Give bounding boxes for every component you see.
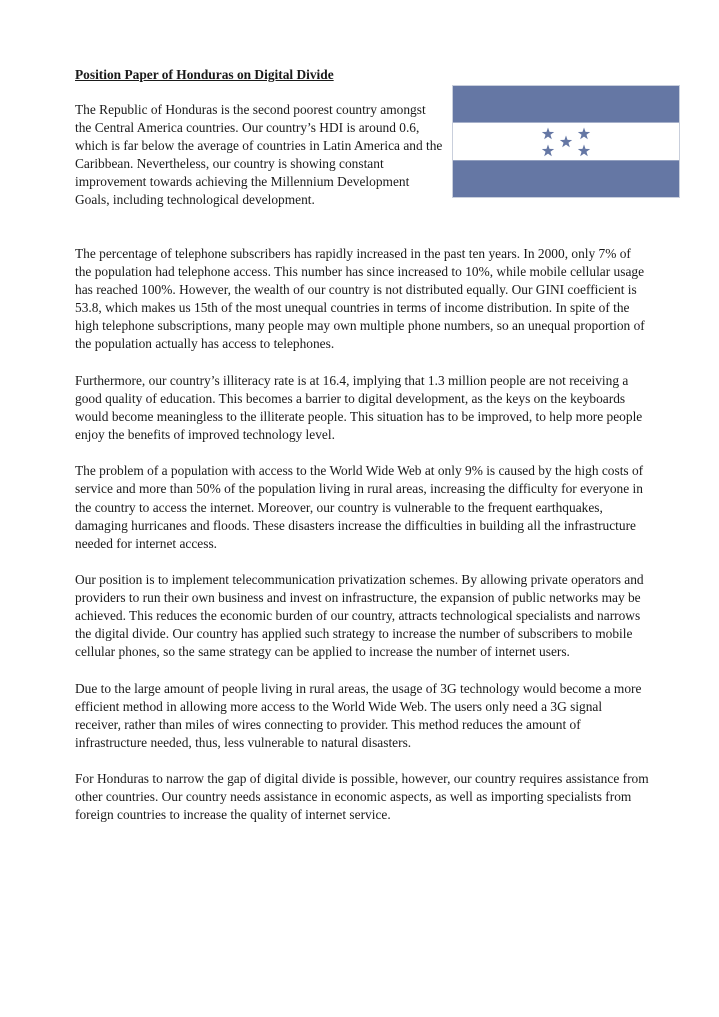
- document-title: Position Paper of Honduras on Digital Divide: [75, 67, 334, 82]
- intro-paragraph: The Republic of Honduras is the second poorest country amongst the Central America countries. Our country’s HDI is around 0.6, which is far below the average of countries in Latin America and the Caribbean. Nevertheless, our country is showing constant improvement towards achieving the Millennium Development Goals, including technological development.: [75, 102, 443, 208]
- flag-bottom-stripe: [452, 160, 680, 198]
- paragraph-conclusion: For Honduras to narrow the gap of digital divide is possible, however, our country requires assistance from other countries. Our country needs assistance in economic aspects, as well as importing specialists from foreign countries to increase the quality of internet service.: [75, 771, 649, 823]
- paragraph-position: Our position is to implement telecommunication privatization schemes. By allowing private operators and providers to run their own business and invest on infrastructure, the expansion of public networks may be achieved. This reduces the economic burden of our country, attracts technological specialists and narrows the digital divide. Our country has applied such strategy to increase the number of subscribers to mobile cellular phones, so the same strategy can be applied to increase the number of internet users.: [75, 571, 644, 660]
- document-body: [75, 245, 650, 843]
- paragraph-telephone: The percentage of telephone subscribers has rapidly increased in the past ten years. In 2000, only 7% of the population had telephone access. This number has since increased to 10%, while mobile cellular usage has reached 100%. However, the wealth of our country is not distributed equally. Our GINI coefficient is 53.8, which makes us 15th of the most unequal countries in terms of income distribution. In spite of the high telephone subscriptions, many people may own multiple phone numbers, so an unequal proportion of the population actually has access to telephones.: [75, 246, 645, 352]
- paragraph-web-access: The problem of a population with access to the World Wide Web at only 9% is caused by the high costs of service and more than 50% of the population living in rural areas, increasing the difficulty for everyone in the country to access the internet. Moreover, our country is vulnerable to the frequent earthquakes, damaging hurricanes and floods. These disasters increase the difficulties in building all the infrastructure needed for internet access.: [75, 463, 644, 551]
- honduras-flag-icon: [452, 85, 680, 198]
- paragraph-illiteracy: Furthermore, our country’s illiteracy rate is at 16.4, implying that 1.3 million people are not receiving a good quality of education. This becomes a barrier to digital development, as the keys on the keyboards would become meaningless to the illiterate people. This situation has to be improved, to help more people enjoy the benefits of improved technology level.: [75, 372, 643, 443]
- paragraph-3g: Due to the large amount of people living in rural areas, the usage of 3G technology would become a more efficient method in allowing more access to the World Wide Web. The users only need a 3G signal receiver, rather than miles of wires connecting to provider. This method reduces the amount of infrastructure needed, thus, less vulnerable to natural disasters.: [75, 680, 642, 750]
- flag-top-stripe: [452, 85, 680, 123]
